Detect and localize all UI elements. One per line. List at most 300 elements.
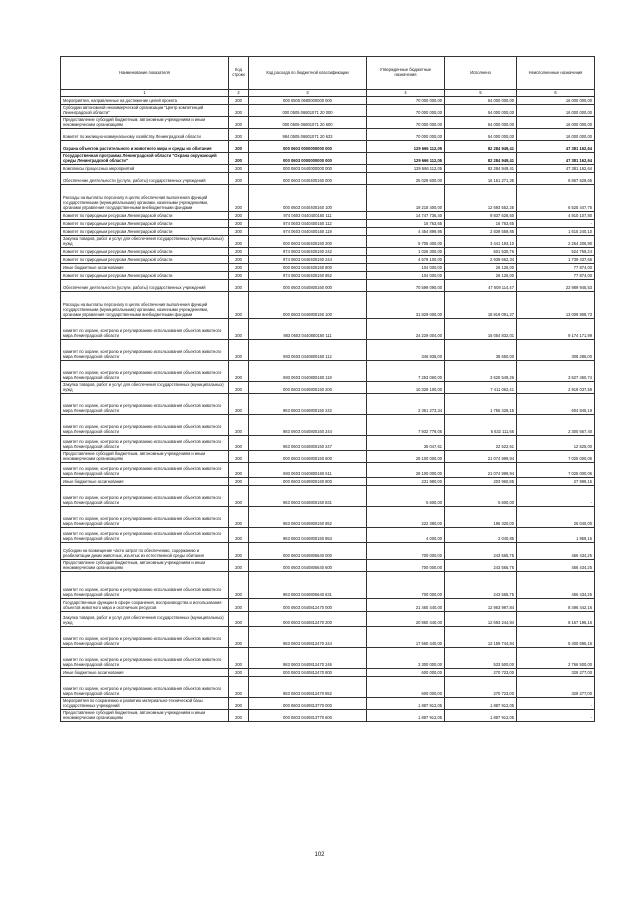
row-line-code: 200 bbox=[229, 264, 249, 272]
row-budget-code: 000 0505 06801071 20 600 bbox=[249, 117, 367, 129]
row-line-code: 200 bbox=[229, 256, 249, 264]
row-indicator-name: Охрана объектов растительного и животного мира и среды их обитания bbox=[61, 141, 229, 153]
row-unexecuted-amount: 77 874,00 bbox=[517, 272, 595, 280]
table-row bbox=[61, 173, 595, 185]
row-unexecuted-amount: 8 496 442,16 bbox=[517, 599, 595, 612]
row-line-code: 200 bbox=[229, 507, 249, 528]
row-unexecuted-amount: 16 000 000,00 bbox=[517, 105, 595, 117]
table-row bbox=[61, 248, 595, 256]
table-row bbox=[61, 382, 595, 394]
row-line-code: 200 bbox=[229, 528, 249, 543]
row-budget-code: 000 0603 0440812470 000 bbox=[249, 599, 367, 612]
row-budget-code: 983 0603 0440800160 112 bbox=[249, 340, 367, 361]
header-approved: Утвержденные бюджетные назначения bbox=[367, 57, 445, 90]
row-budget-code: 974 0603 0440400160 111 bbox=[249, 212, 367, 220]
row-line-code: 200 bbox=[229, 710, 249, 722]
row-approved-amount: 20 860 440,00 bbox=[367, 612, 445, 627]
row-indicator-name: комитет по охране, контролю и регулированию использования объектов животного мира Ленинградской области bbox=[61, 572, 229, 599]
row-line-code: 200 bbox=[229, 543, 249, 560]
row-unexecuted-amount: 4 910 107,80 bbox=[517, 212, 595, 220]
row-budget-code: 983 0603 0440800160 611 bbox=[249, 463, 367, 478]
row-budget-code: 000 0603 0440812470 200 bbox=[249, 612, 367, 627]
table-row bbox=[61, 153, 595, 165]
row-budget-code: 000 0603 0440400160 200 bbox=[249, 236, 367, 248]
row-unexecuted-amount: 13 009 908,73 bbox=[517, 292, 595, 319]
row-approved-amount: 104 000,00 bbox=[367, 264, 445, 272]
header-budget-code: Код расхода по бюджетной классификации bbox=[249, 57, 367, 90]
row-approved-amount: 24 229 004,00 bbox=[367, 319, 445, 340]
row-budget-code: 983 0603 0440812470 246 bbox=[249, 648, 367, 669]
row-executed-amount: 5 600,00 bbox=[445, 486, 517, 507]
row-line-code: 200 bbox=[229, 436, 249, 451]
row-unexecuted-amount: 3 527 450,74 bbox=[517, 361, 595, 382]
row-approved-amount: 1 887 912,05 bbox=[367, 698, 445, 710]
row-budget-code: 000 0505 0680000000 000 bbox=[249, 97, 367, 105]
row-line-code: 200 bbox=[229, 319, 249, 340]
row-approved-amount: 70 000 000,00 bbox=[367, 117, 445, 129]
row-budget-code: 974 0603 0440400160 112 bbox=[249, 220, 367, 228]
row-approved-amount: 19 218 400,00 bbox=[367, 185, 445, 212]
table-row bbox=[61, 236, 595, 248]
table-row bbox=[61, 165, 595, 173]
table-row bbox=[61, 710, 595, 722]
row-indicator-name: Иные бюджетные ассигнования bbox=[61, 669, 229, 677]
row-executed-amount: 203 960,85 bbox=[445, 478, 517, 486]
row-line-code: 200 bbox=[229, 451, 249, 463]
row-executed-amount: 54 000 000,00 bbox=[445, 105, 517, 117]
row-approved-amount: 346 936,00 bbox=[367, 340, 445, 361]
row-unexecuted-amount: 77 874,00 bbox=[517, 264, 595, 272]
row-indicator-name: Мероприятия по сохранению и развитию материально-технической базы государственных учреждений bbox=[61, 698, 229, 710]
table-row bbox=[61, 280, 595, 292]
row-executed-amount: 1 887 912,05 bbox=[445, 710, 517, 722]
row-unexecuted-amount: 1 739 437,66 bbox=[517, 256, 595, 264]
row-executed-amount: 9 837 628,60 bbox=[445, 212, 517, 220]
row-indicator-name: Предоставление субсидий бюджетным, автономным учреждениям и иным некоммерческим организациям bbox=[61, 451, 229, 463]
table-row bbox=[61, 486, 595, 507]
budget-report-sheet bbox=[60, 56, 594, 722]
table-row bbox=[61, 319, 595, 340]
row-line-code: 200 bbox=[229, 173, 249, 185]
row-executed-amount: 12 159 744,84 bbox=[445, 627, 517, 648]
row-line-code: 200 bbox=[229, 382, 249, 394]
row-unexecuted-amount: 456 434,25 bbox=[517, 543, 595, 560]
row-approved-amount: 70 000 000,00 bbox=[367, 105, 445, 117]
row-unexecuted-amount: 604 845,19 bbox=[517, 394, 595, 415]
table-row bbox=[61, 272, 595, 280]
row-executed-amount: 3 625 549,26 bbox=[445, 361, 517, 382]
table-row bbox=[61, 478, 595, 486]
row-unexecuted-amount: - bbox=[517, 710, 595, 722]
column-number: 5 bbox=[445, 90, 517, 97]
row-executed-amount: 82 284 949,41 bbox=[445, 153, 517, 165]
column-number: 2 bbox=[229, 90, 249, 97]
row-budget-code: 000 0603 0440800160 800 bbox=[249, 478, 367, 486]
row-indicator-name: Комплексы процессных мероприятий bbox=[61, 165, 229, 173]
row-unexecuted-amount: 47 381 162,64 bbox=[517, 165, 595, 173]
header-unexecuted: Неисполненные назначения bbox=[517, 57, 595, 90]
row-approved-amount: 70 000 000,00 bbox=[367, 97, 445, 105]
row-budget-code: 984 0505 06801071 20 633 bbox=[249, 129, 367, 141]
row-approved-amount: 70 599 090,00 bbox=[367, 280, 445, 292]
row-line-code: 200 bbox=[229, 415, 249, 436]
row-executed-amount: 54 000 000,00 bbox=[445, 129, 517, 141]
row-unexecuted-amount: 329 277,00 bbox=[517, 669, 595, 677]
table-row bbox=[61, 105, 595, 117]
row-line-code: 200 bbox=[229, 236, 249, 248]
table-row bbox=[61, 528, 595, 543]
budget-execution-table bbox=[60, 56, 595, 722]
row-budget-code: 000 0603 0440000000 000 bbox=[249, 165, 367, 173]
row-budget-code: 000 0603 0440400160 000 bbox=[249, 173, 367, 185]
row-executed-amount: 12 693 552,25 bbox=[445, 185, 517, 212]
header-indicator-name: Наименование показателя bbox=[61, 57, 229, 90]
row-approved-amount: 129 666 112,05 bbox=[367, 141, 445, 153]
row-line-code: 200 bbox=[229, 272, 249, 280]
row-line-code: 200 bbox=[229, 165, 249, 173]
row-executed-amount: 15 054 832,01 bbox=[445, 319, 517, 340]
row-unexecuted-amount: 329 277,00 bbox=[517, 677, 595, 698]
row-line-code: 200 bbox=[229, 185, 249, 212]
row-executed-amount: 3 441 193,10 bbox=[445, 236, 517, 248]
row-approved-amount: 4 000,00 bbox=[367, 528, 445, 543]
row-unexecuted-amount: 26 040,00 bbox=[517, 507, 595, 528]
row-unexecuted-amount: 5 400 695,16 bbox=[517, 627, 595, 648]
row-unexecuted-amount: - bbox=[517, 698, 595, 710]
row-executed-amount: 2 040,85 bbox=[445, 528, 517, 543]
row-unexecuted-amount: - bbox=[517, 220, 595, 228]
table-row bbox=[61, 648, 595, 669]
row-budget-code: 000 0603 0440813770 600 bbox=[249, 710, 367, 722]
row-indicator-name: комитет по охране, контролю и регулированию использования объектов животного мира Ленинградской области bbox=[61, 648, 229, 669]
table-row bbox=[61, 129, 595, 141]
row-budget-code: 000 0603 0440812470 800 bbox=[249, 669, 367, 677]
row-approved-amount: 2 361 273,34 bbox=[367, 394, 445, 415]
row-budget-code: 000 0603 0440400160 800 bbox=[249, 264, 367, 272]
table-row bbox=[61, 669, 595, 677]
row-approved-amount: 21 460 440,00 bbox=[367, 599, 445, 612]
row-unexecuted-amount: 456 434,25 bbox=[517, 572, 595, 599]
row-unexecuted-amount: 6 525 447,75 bbox=[517, 185, 595, 212]
row-unexecuted-amount: 2 766 500,00 bbox=[517, 648, 595, 669]
row-indicator-name: комитет по охране, контролю и регулированию использования объектов животного мира Ленинградской области bbox=[61, 319, 229, 340]
row-indicator-name: комитет по охране, контролю и регулированию использования объектов животного мира Ленинградской области bbox=[61, 677, 229, 698]
row-unexecuted-amount: 8 867 528,65 bbox=[517, 173, 595, 185]
row-line-code: 200 bbox=[229, 97, 249, 105]
row-indicator-name: Комитет по природным ресурсам Ленинградской области bbox=[61, 212, 229, 220]
row-indicator-name: Комитет по природным ресурсам Ленинградской области bbox=[61, 248, 229, 256]
row-unexecuted-amount: 7 025 000,06 bbox=[517, 451, 595, 463]
row-indicator-name: Обеспечение деятельности (услуги, работы) государственных учреждений bbox=[61, 173, 229, 185]
row-approved-amount: 5 705 400,00 bbox=[367, 236, 445, 248]
row-executed-amount: 243 565,75 bbox=[445, 560, 517, 572]
row-budget-code: 000 0603 0000000000 000 bbox=[249, 141, 367, 153]
table-row bbox=[61, 627, 595, 648]
row-budget-code: 983 0603 0440800160 111 bbox=[249, 319, 367, 340]
row-indicator-name: Расходы на выплаты персоналу в целях обеспечения выполнения функций государственными (муниципальными) органами, казенными учреждениями, органами управления государственными внебюджетными фондами bbox=[61, 292, 229, 319]
row-unexecuted-amount: 9 174 171,99 bbox=[517, 319, 595, 340]
row-budget-code: 974 0603 0440400160 119 bbox=[249, 228, 367, 236]
row-approved-amount: 28 100 000,00 bbox=[367, 451, 445, 463]
row-budget-code: 000 0603 0000000000 000 bbox=[249, 153, 367, 165]
row-approved-amount: 700 000,00 bbox=[367, 543, 445, 560]
row-indicator-name: Закупка товаров, работ и услуг для обеспечения государственных (муниципальных) нужд bbox=[61, 236, 229, 248]
table-row bbox=[61, 141, 595, 153]
header-executed: Исполнено bbox=[445, 57, 517, 90]
row-indicator-name: комитет по охране, контролю и регулированию использования объектов животного мира Ленинградской области bbox=[61, 486, 229, 507]
row-unexecuted-amount: 47 381 162,64 bbox=[517, 141, 595, 153]
row-approved-amount: 4 679 100,00 bbox=[367, 256, 445, 264]
row-budget-code: 983 0603 0440800160 247 bbox=[249, 436, 367, 451]
row-line-code: 200 bbox=[229, 698, 249, 710]
row-executed-amount: 54 000 000,00 bbox=[445, 117, 517, 129]
row-approved-amount: 7 253 060,00 bbox=[367, 361, 445, 382]
row-executed-amount: 501 530,76 bbox=[445, 248, 517, 256]
row-line-code: 200 bbox=[229, 560, 249, 572]
row-line-code: 200 bbox=[229, 220, 249, 228]
row-indicator-name: Мероприятия, направленные на достижение целей проекта bbox=[61, 97, 229, 105]
row-line-code: 200 bbox=[229, 340, 249, 361]
row-line-code: 200 bbox=[229, 478, 249, 486]
row-line-code: 200 bbox=[229, 612, 249, 627]
row-indicator-name: Комитет по природным ресурсам Ленинградской области bbox=[61, 220, 229, 228]
row-executed-amount: 12 963 997,84 bbox=[445, 599, 517, 612]
row-approved-amount: 600 000,00 bbox=[367, 677, 445, 698]
row-unexecuted-amount: 16 000 000,00 bbox=[517, 117, 595, 129]
row-unexecuted-amount: 2 918 037,59 bbox=[517, 382, 595, 394]
row-budget-code: 000 0603 0440813770 000 bbox=[249, 698, 367, 710]
table-row bbox=[61, 212, 595, 220]
row-line-code: 200 bbox=[229, 117, 249, 129]
row-indicator-name: Государственные функции в сфере сохранения, воспроизводства и использования объектов животного мира и охотничьих ресурсов bbox=[61, 599, 229, 612]
row-budget-code: 983 0603 0440800160 242 bbox=[249, 394, 367, 415]
row-line-code: 200 bbox=[229, 105, 249, 117]
header-line-code: Код строки bbox=[229, 57, 249, 90]
row-executed-amount: 2 939 662,34 bbox=[445, 256, 517, 264]
row-unexecuted-amount: - bbox=[517, 486, 595, 507]
row-approved-amount: 231 980,00 bbox=[367, 478, 445, 486]
row-approved-amount: 17 560 440,00 bbox=[367, 627, 445, 648]
table-row bbox=[61, 463, 595, 478]
row-line-code: 200 bbox=[229, 599, 249, 612]
row-indicator-name: Предоставление субсидий бюджетным, автономным учреждениям и иным некоммерческим организациям bbox=[61, 117, 229, 129]
row-unexecuted-amount: 1 959,15 bbox=[517, 528, 595, 543]
row-unexecuted-amount: 12 525,00 bbox=[517, 436, 595, 451]
row-executed-amount: 82 284 949,41 bbox=[445, 141, 517, 153]
row-budget-code: 000 0603 0440400160 100 bbox=[249, 185, 367, 212]
row-unexecuted-amount: 27 999,15 bbox=[517, 478, 595, 486]
row-budget-code: 983 0603 0440800160 853 bbox=[249, 528, 367, 543]
row-line-code: 200 bbox=[229, 677, 249, 698]
row-executed-amount: 2 839 559,85 bbox=[445, 228, 517, 236]
row-indicator-name: Расходы на выплаты персоналу в целях обеспечения выполнения функций государственными (муниципальными) органами, казенными учреждениями, органами управления государственными внебюджетными фондами bbox=[61, 185, 229, 212]
table-row bbox=[61, 599, 595, 612]
row-approved-amount: 70 000 000,00 bbox=[367, 129, 445, 141]
row-approved-amount: 104 000,00 bbox=[367, 272, 445, 280]
row-unexecuted-amount: 22 989 945,53 bbox=[517, 280, 595, 292]
row-unexecuted-amount: 7 025 000,06 bbox=[517, 463, 595, 478]
row-indicator-name: комитет по охране, контролю и регулированию использования объектов животного мира Ленинградской области bbox=[61, 394, 229, 415]
table-row bbox=[61, 256, 595, 264]
row-indicator-name: комитет по охране, контролю и регулированию использования объектов животного мира Ленинградской области bbox=[61, 340, 229, 361]
row-indicator-name: комитет по охране, контролю и регулированию использования объектов животного мира Ленинградской области bbox=[61, 415, 229, 436]
row-budget-code: 000 0603 0440800160 600 bbox=[249, 451, 367, 463]
table-row bbox=[61, 185, 595, 212]
row-executed-amount: 5 632 111,65 bbox=[445, 415, 517, 436]
table-row bbox=[61, 507, 595, 528]
row-indicator-name: комитет по охране, контролю и регулированию использования объектов животного мира Ленинградской области bbox=[61, 507, 229, 528]
row-executed-amount: 16 763,65 bbox=[445, 220, 517, 228]
table-row bbox=[61, 394, 595, 415]
row-approved-amount: 16 763,65 bbox=[367, 220, 445, 228]
row-approved-amount: 1 887 912,05 bbox=[367, 710, 445, 722]
table-row bbox=[61, 543, 595, 560]
row-indicator-name: комитет по охране, контролю и регулированию использования объектов животного мира Ленинградской области bbox=[61, 627, 229, 648]
row-line-code: 200 bbox=[229, 486, 249, 507]
row-budget-code: 000 0603 0440806640 600 bbox=[249, 560, 367, 572]
row-executed-amount: 26 126,00 bbox=[445, 264, 517, 272]
row-unexecuted-amount: 16 000 000,00 bbox=[517, 129, 595, 141]
row-budget-code: 974 0603 0440400160 852 bbox=[249, 272, 367, 280]
row-line-code: 200 bbox=[229, 292, 249, 319]
row-budget-code: 983 0603 0440812470 244 bbox=[249, 627, 367, 648]
row-indicator-name: Комитет по природным ресурсам Ленинградской области bbox=[61, 256, 229, 264]
row-budget-code: 000 0603 0440806640 000 bbox=[249, 543, 367, 560]
row-unexecuted-amount: 16 000 000,00 bbox=[517, 97, 595, 105]
row-executed-amount: 1 756 428,15 bbox=[445, 394, 517, 415]
row-approved-amount: 700 000,00 bbox=[367, 560, 445, 572]
column-number-row bbox=[61, 90, 595, 97]
table-row bbox=[61, 264, 595, 272]
row-line-code: 200 bbox=[229, 669, 249, 677]
table-row bbox=[61, 677, 595, 698]
row-approved-amount: 5 600,00 bbox=[367, 486, 445, 507]
row-executed-amount: 196 320,00 bbox=[445, 507, 517, 528]
row-budget-code: 000 0603 0440800160 000 bbox=[249, 280, 367, 292]
row-budget-code: 983 0603 0440800160 831 bbox=[249, 486, 367, 507]
row-executed-amount: 47 609 114,47 bbox=[445, 280, 517, 292]
row-indicator-name: Предоставление субсидий бюджетным, автономным учреждениям и иным некоммерческим организациям bbox=[61, 710, 229, 722]
column-number: 6 bbox=[517, 90, 595, 97]
row-indicator-name: Иные бюджетные ассигнования bbox=[61, 478, 229, 486]
table-row bbox=[61, 612, 595, 627]
column-number: 4 bbox=[367, 90, 445, 97]
row-budget-code: 983 0603 0440806640 631 bbox=[249, 572, 367, 599]
row-line-code: 200 bbox=[229, 141, 249, 153]
row-indicator-name: Закупка товаров, работ и услуг для обеспечения государственных (муниципальных) нужд bbox=[61, 382, 229, 394]
row-approved-amount: 600 000,00 bbox=[367, 669, 445, 677]
row-executed-amount: 243 565,75 bbox=[445, 543, 517, 560]
row-indicator-name: Государственная программа Ленинградской области "Охрана окружающей среды Ленинградской области" bbox=[61, 153, 229, 165]
table-body bbox=[61, 97, 595, 722]
row-executed-amount: 7 411 062,41 bbox=[445, 382, 517, 394]
row-executed-amount: 18 819 091,27 bbox=[445, 292, 517, 319]
row-budget-code: 974 0603 0440400160 242 bbox=[249, 248, 367, 256]
row-indicator-name: Комитет по жилищно-коммунальному хозяйству Ленинградской области bbox=[61, 129, 229, 141]
row-approved-amount: 3 300 000,00 bbox=[367, 648, 445, 669]
row-indicator-name: комитет по охране, контролю и регулированию использования объектов животного мира Ленинградской области bbox=[61, 436, 229, 451]
row-indicator-name: Иные бюджетные ассигнования bbox=[61, 264, 229, 272]
row-unexecuted-amount: 47 381 162,64 bbox=[517, 153, 595, 165]
row-unexecuted-amount: 2 300 667,40 bbox=[517, 415, 595, 436]
row-line-code: 200 bbox=[229, 648, 249, 669]
row-line-code: 200 bbox=[229, 153, 249, 165]
table-row bbox=[61, 415, 595, 436]
row-approved-amount: 4 454 899,95 bbox=[367, 228, 445, 236]
row-unexecuted-amount: 8 167 195,16 bbox=[517, 612, 595, 627]
row-line-code: 200 bbox=[229, 572, 249, 599]
table-row bbox=[61, 451, 595, 463]
row-line-code: 200 bbox=[229, 212, 249, 220]
row-approved-amount: 35 047,61 bbox=[367, 436, 445, 451]
table-row bbox=[61, 361, 595, 382]
row-approved-amount: 129 666 112,05 bbox=[367, 153, 445, 165]
row-unexecuted-amount: 456 434,25 bbox=[517, 560, 595, 572]
row-approved-amount: 10 329 100,00 bbox=[367, 382, 445, 394]
row-executed-amount: 26 126,00 bbox=[445, 272, 517, 280]
row-indicator-name: Закупка товаров, работ и услуг для обеспечения государственных (муниципальных) нужд bbox=[61, 612, 229, 627]
row-budget-code: 983 0603 0440800160 119 bbox=[249, 361, 367, 382]
table-row bbox=[61, 228, 595, 236]
row-line-code: 200 bbox=[229, 248, 249, 256]
row-approved-amount: 25 029 600,00 bbox=[367, 173, 445, 185]
row-executed-amount: 21 074 999,94 bbox=[445, 463, 517, 478]
table-row bbox=[61, 340, 595, 361]
row-budget-code: 983 0603 0440800160 244 bbox=[249, 415, 367, 436]
row-executed-amount: 243 565,75 bbox=[445, 572, 517, 599]
row-line-code: 200 bbox=[229, 361, 249, 382]
row-indicator-name: комитет по охране, контролю и регулированию использования объектов животного мира Ленинградской области bbox=[61, 528, 229, 543]
table-row bbox=[61, 220, 595, 228]
row-budget-code: 000 0603 0440800160 200 bbox=[249, 382, 367, 394]
row-line-code: 200 bbox=[229, 627, 249, 648]
row-approved-amount: 14 747 736,40 bbox=[367, 212, 445, 220]
table-row bbox=[61, 560, 595, 572]
table-header-row bbox=[61, 57, 595, 90]
row-indicator-name: Обеспечение деятельности (услуги, работы) государственных учреждений bbox=[61, 280, 229, 292]
row-indicator-name: комитет по охране, контролю и регулированию использования объектов животного мира Ленинградской области bbox=[61, 463, 229, 478]
row-budget-code: 000 0603 0440800160 100 bbox=[249, 292, 367, 319]
row-executed-amount: 54 000 000,00 bbox=[445, 97, 517, 105]
table-row bbox=[61, 436, 595, 451]
row-executed-amount: 16 161 271,35 bbox=[445, 173, 517, 185]
row-unexecuted-amount: 308 286,00 bbox=[517, 340, 595, 361]
column-number: 3 bbox=[249, 90, 367, 97]
row-budget-code: 974 0603 0440400160 244 bbox=[249, 256, 367, 264]
row-line-code: 200 bbox=[229, 463, 249, 478]
row-executed-amount: 82 284 949,41 bbox=[445, 165, 517, 173]
row-indicator-name: Субсидии на возмещение части затрат по обеспечению, содержанию и реабилитации диких животных, изъятых из естественной среды обитания bbox=[61, 543, 229, 560]
row-executed-amount: 270 723,00 bbox=[445, 677, 517, 698]
row-budget-code: 983 0603 0440800160 852 bbox=[249, 507, 367, 528]
row-unexecuted-amount: 524 769,24 bbox=[517, 248, 595, 256]
row-line-code: 200 bbox=[229, 228, 249, 236]
row-budget-code: 000 0505 06801071 20 000 bbox=[249, 105, 367, 117]
row-executed-amount: 12 693 244,84 bbox=[445, 612, 517, 627]
table-row bbox=[61, 698, 595, 710]
row-executed-amount: 22 522,61 bbox=[445, 436, 517, 451]
row-executed-amount: 1 887 912,05 bbox=[445, 698, 517, 710]
row-line-code: 200 bbox=[229, 280, 249, 292]
row-approved-amount: 129 666 112,05 bbox=[367, 165, 445, 173]
row-indicator-name: Предоставление субсидий бюджетным, автономным учреждениям и иным некоммерческим организациям bbox=[61, 560, 229, 572]
row-indicator-name: комитет по охране, контролю и регулированию использования объектов животного мира Ленинградской области bbox=[61, 361, 229, 382]
row-approved-amount: 1 026 300,00 bbox=[367, 248, 445, 256]
row-approved-amount: 28 100 000,00 bbox=[367, 463, 445, 478]
row-executed-amount: 21 074 999,94 bbox=[445, 451, 517, 463]
row-line-code: 200 bbox=[229, 394, 249, 415]
row-unexecuted-amount: 2 264 206,90 bbox=[517, 236, 595, 248]
